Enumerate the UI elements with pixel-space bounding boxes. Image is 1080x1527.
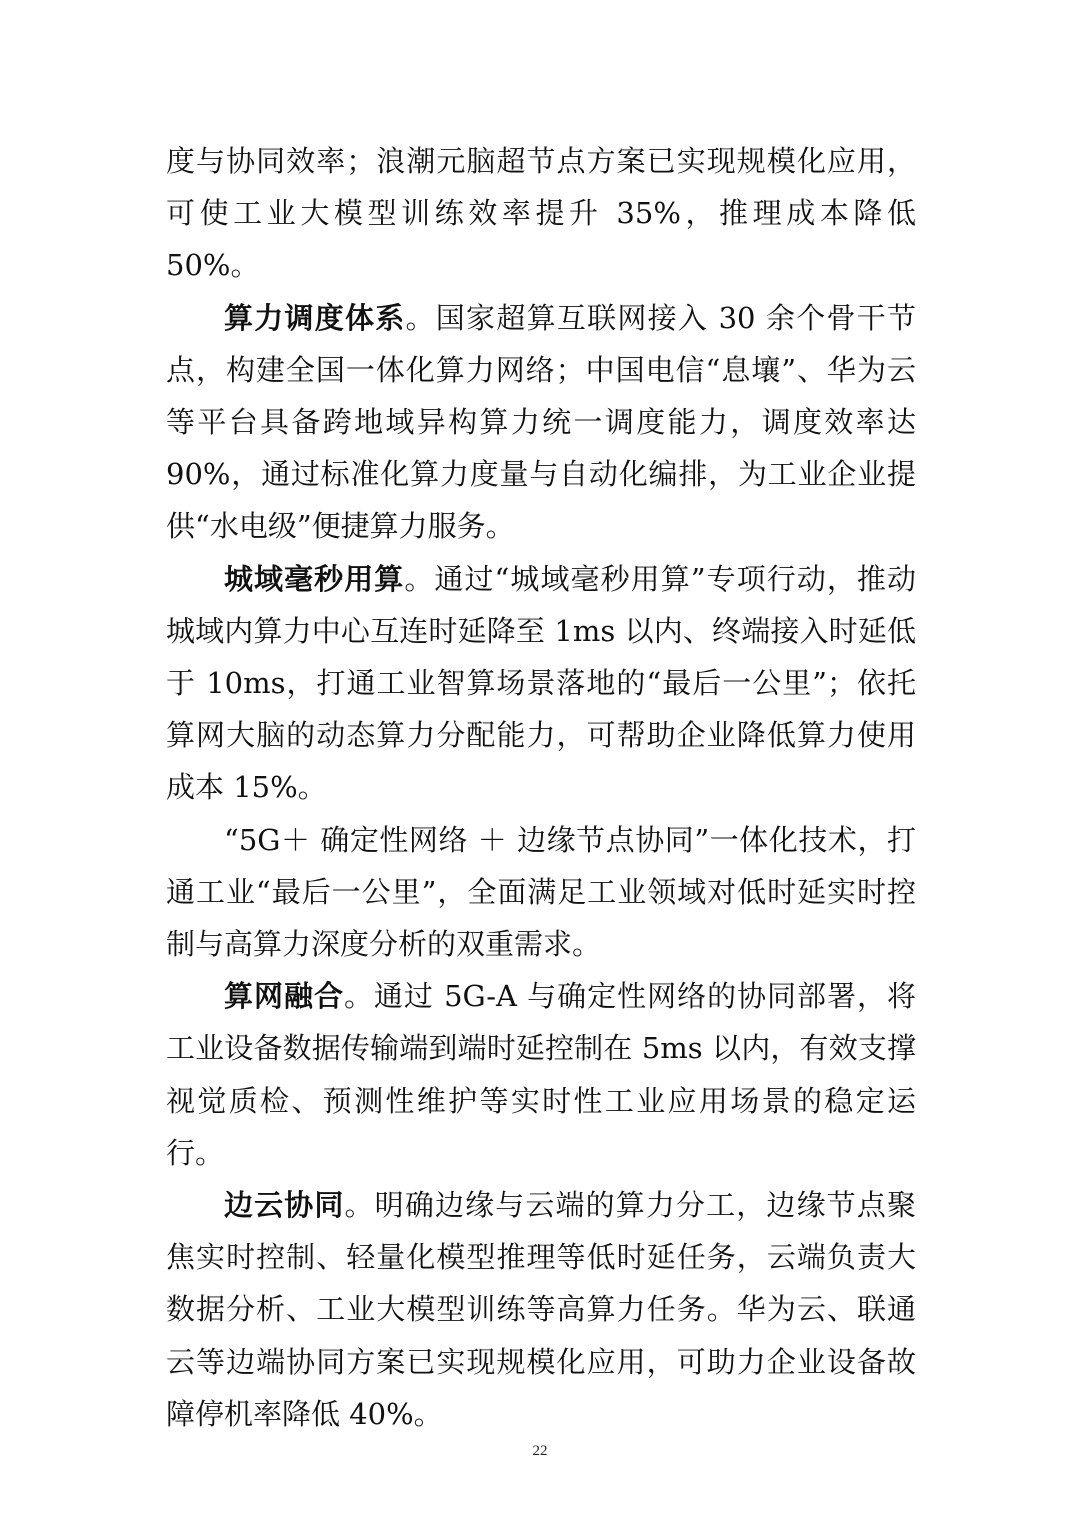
lead-compute-scheduling: 算力调度体系 (224, 300, 406, 335)
paragraph-metro-ms-compute-text: 。通过“城域毫秒用算”专项行动，推动城域内算力中心互连时延降至 1ms 以内、终端接入时延低于 10ms，打通工业智算场景落地的“最后一公里”；依托算网大脑的动态算力分配能力，可帮助企业降低算力使用成本 15%。 (166, 561, 916, 805)
paragraph-compute-scheduling (166, 292, 916, 553)
body-text (166, 135, 916, 1440)
paragraph-5g-integration-text: “5G＋ 确定性网络 ＋ 边缘节点协同”一体化技术，打通工业“最后一公里”，全面满足工业领域对低时延实时控制与高算力深度分析的双重需求。 (166, 822, 916, 962)
paragraph-metro-ms-compute (166, 553, 916, 814)
lead-compute-network-fusion: 算网融合 (224, 979, 344, 1014)
paragraph-edge-cloud (166, 1179, 916, 1440)
paragraph-compute-scheduling-text: 。国家超算互联网接入 30 余个骨干节点，构建全国一体化算力网络；中国电信“息壤”、华为云等平台具备跨地域异构算力统一调度能力，调度效率达 90%，通过标准化算力度量与自动化编排，为工业企业提供“水电级”便捷算力服务。 (166, 300, 916, 544)
paragraph-edge-cloud-text: 。明确边缘与云端的算力分工，边缘节点聚焦实时控制、轻量化模型推理等低时延任务，云端负责大数据分析、工业大模型训练等高算力任务。华为云、联通云等边端协同方案已实现规模化应用，可助力企业设备故障停机率降低 40%。 (166, 1188, 916, 1431)
lead-metro-ms-compute: 城域毫秒用算 (224, 561, 405, 596)
paragraph-5g-integration (166, 814, 916, 971)
paragraph-0 (166, 135, 916, 292)
paragraph-compute-network-fusion-text: 。通过 5G-A 与确定性网络的协同部署，将工业设备数据传输端到端时延控制在 5ms 以内，有效支撑视觉质检、预测性维护等实时性工业应用场景的稳定运行。 (166, 979, 916, 1170)
lead-edge-cloud: 边云协同 (224, 1188, 345, 1223)
paragraph-compute-network-fusion (166, 970, 916, 1179)
page-number: 22 (532, 1443, 548, 1459)
paragraph-0-text: 度与协同效率；浪潮元脑超节点方案已实现规模化应用，可使工业大模型训练效率提升 35%，推理成本降低 50%。 (166, 144, 916, 283)
